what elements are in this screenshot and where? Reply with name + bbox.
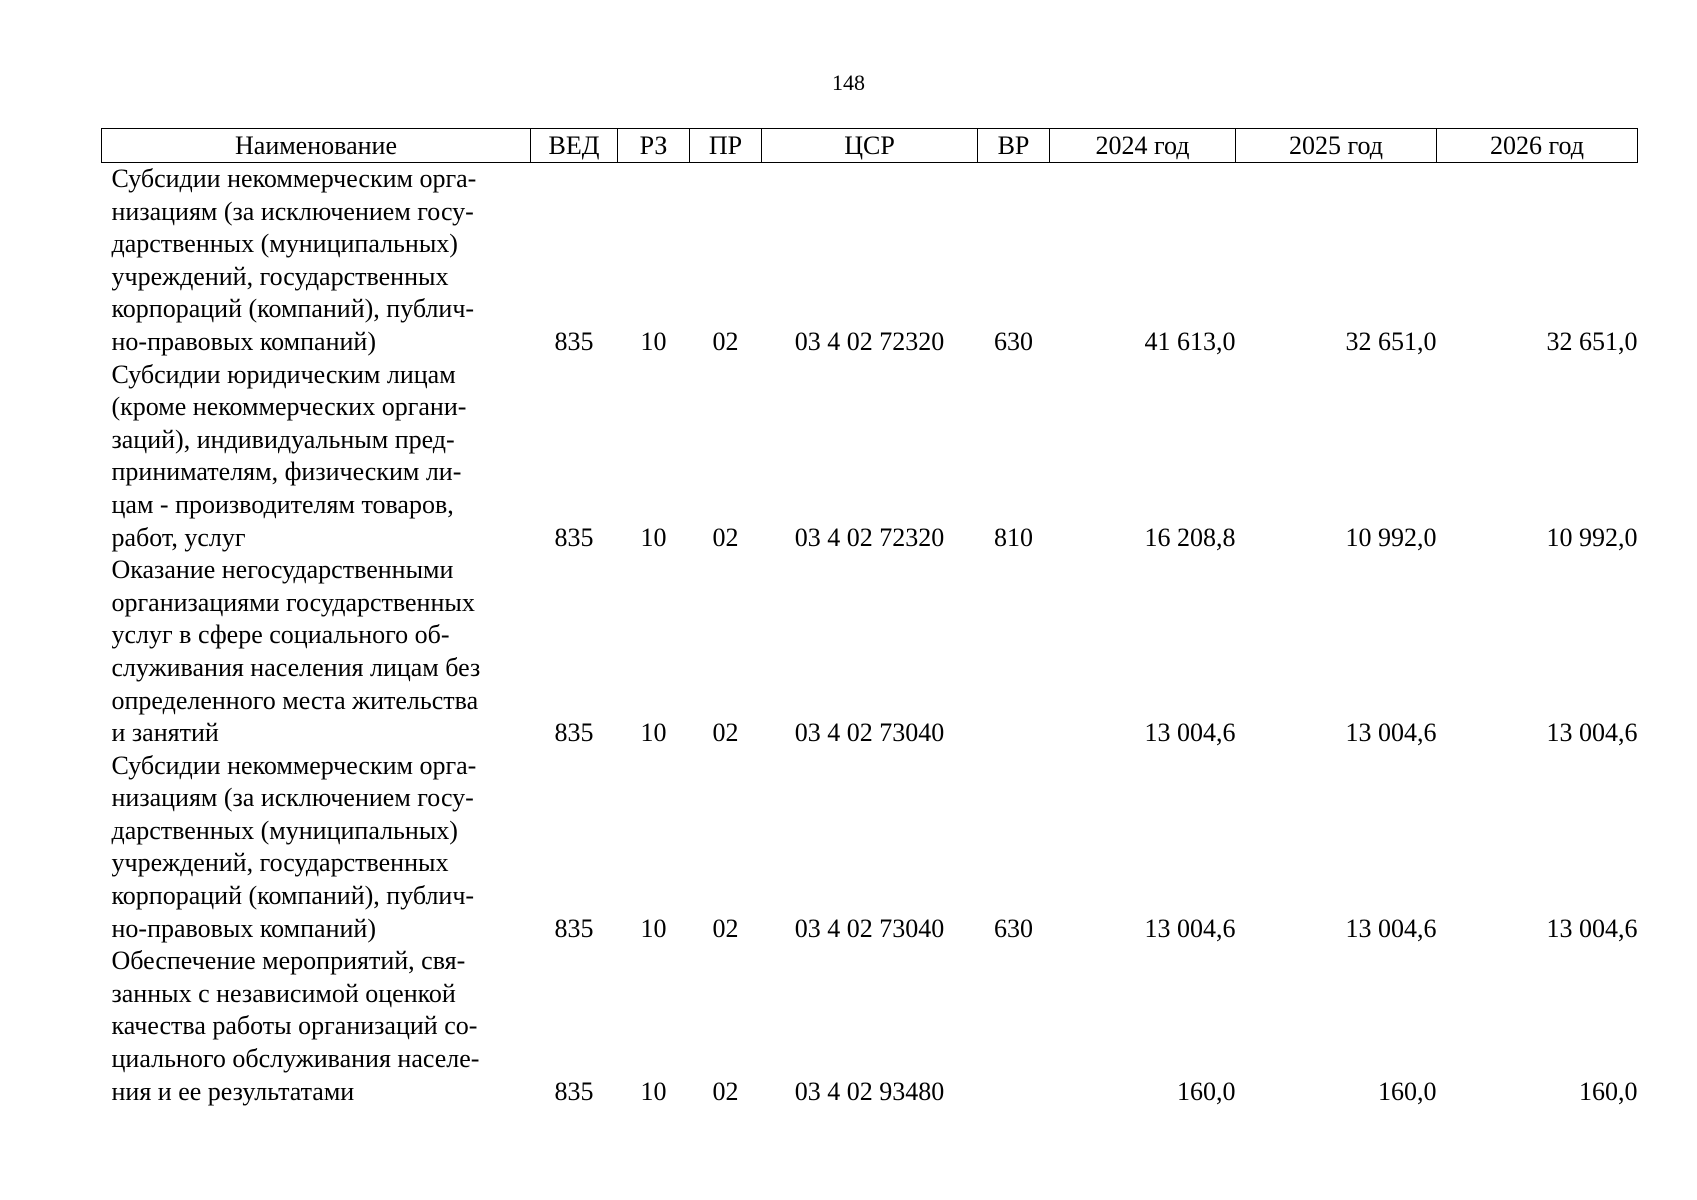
header-2024: 2024 год [1050,129,1236,163]
row-rz-cell: 10 [640,522,667,552]
row-name-line: учреждений, государственных [111,848,449,878]
row-rz-cell: 10 [640,913,667,943]
row-pr-cell: 02 [712,913,739,943]
row-name-line: но-правовых компаний) [111,326,376,356]
row-2026-cell: 13 004,6 [1546,718,1638,748]
row-name-line: Субсидии некоммерческим орга- [111,164,477,193]
row-name-line: низациям (за исключением госу- [111,196,474,226]
row-name-cell [102,945,531,1108]
row-csr-cell: 03 4 02 73040 [794,913,945,943]
row-pr-cell: 02 [712,522,739,552]
row-rz-cell: 10 [640,718,667,748]
row-name-cell [102,359,531,555]
row-name-line: Субсидии некоммерческим орга- [111,750,477,780]
row-csr-cell: 03 4 02 72320 [794,522,945,552]
row-name-line: принимателям, физическим ли- [111,457,462,487]
row-name-line: организациями государственных [111,587,475,617]
row-2025-cell: 160,0 [1378,1076,1437,1106]
table-row [102,750,1638,946]
row-2026-cell: 13 004,6 [1546,913,1638,943]
row-vr-cell: 810 [994,522,1033,552]
header-ved: ВЕД [531,129,618,163]
row-name-line: учреждений, государственных [111,261,449,291]
row-name-cell [102,554,531,750]
row-csr-cell: 03 4 02 93480 [794,1076,945,1106]
row-rz-cell: 10 [640,326,667,356]
row-name-line: услуг в сфере социального об- [111,620,450,650]
row-name-line: Субсидии юридическим лицам [111,359,456,389]
row-ved-cell: 835 [554,1076,594,1106]
row-csr-cell: 03 4 02 73040 [794,718,945,748]
header-2025: 2025 год [1236,129,1437,163]
row-vr-cell [978,945,1050,1108]
row-2025-cell: 13 004,6 [1345,913,1437,943]
row-name-line: но-правовых компаний) [111,913,376,943]
table-row [102,554,1638,750]
row-2024-cell: 160,0 [1177,1076,1236,1106]
header-name: Наименование [102,129,531,163]
row-name-line: качества работы организаций со- [111,1011,478,1041]
row-2024-cell: 16 208,8 [1144,522,1236,552]
header-csr: ЦСР [762,129,978,163]
row-2026-cell: 160,0 [1579,1076,1638,1106]
row-2026-cell: 32 651,0 [1546,326,1638,356]
row-name-line: Обеспечение мероприятий, свя- [111,946,466,976]
row-pr-cell: 02 [712,1076,739,1106]
row-name-line: (кроме некоммерческих органи- [111,392,467,422]
row-name-line: служивания населения лицам без [111,652,481,682]
table-row [102,163,1638,359]
row-csr-cell: 03 4 02 72320 [794,326,945,356]
row-name-line: заций), индивидуальным пред- [111,424,455,454]
row-ved-cell: 835 [554,718,594,748]
table-body [102,163,1638,1109]
row-name-line: дарственных (муниципальных) [111,229,458,259]
row-vr-cell: 630 [994,913,1033,943]
row-name-cell [102,163,531,359]
row-rz-cell: 10 [640,1076,667,1106]
row-name-line: корпораций (компаний), публич- [111,294,475,324]
row-name-line: дарственных (муниципальных) [111,815,458,845]
page-number: 148 [832,70,865,95]
row-2024-cell: 13 004,6 [1144,718,1236,748]
row-name-line: занных с независимой оценкой [111,978,456,1008]
row-2025-cell: 13 004,6 [1345,718,1437,748]
row-name-line: низациям (за исключением госу- [111,783,474,813]
row-name-line: циального обслуживания населе- [111,1044,480,1074]
header-2026: 2026 год [1437,129,1638,163]
row-name-line: и занятий [111,718,219,748]
row-name-line: определенного места жительства [111,685,479,715]
row-name-line: Оказание негосударственными [111,555,454,585]
table-header [102,129,1638,163]
budget-table [101,128,1638,1108]
header-pr: ПР [690,129,762,163]
row-name-line: ния и ее результатами [111,1076,355,1106]
table-row [102,945,1638,1108]
table-row [102,359,1638,555]
row-vr-cell [978,554,1050,750]
row-pr-cell: 02 [712,718,739,748]
row-vr-cell: 630 [994,326,1033,356]
header-vr: ВР [978,129,1050,163]
row-ved-cell: 835 [554,326,594,356]
row-ved-cell: 835 [554,522,594,552]
row-2025-cell: 10 992,0 [1345,522,1437,552]
header-rz: РЗ [618,129,690,163]
row-name-line: корпораций (компаний), публич- [111,881,475,911]
row-pr-cell: 02 [712,326,739,356]
row-2026-cell: 10 992,0 [1546,522,1638,552]
row-name-line: цам - производителям товаров, [111,489,454,519]
row-name-line: работ, услуг [111,522,246,552]
row-2024-cell: 13 004,6 [1144,913,1236,943]
row-2024-cell: 41 613,0 [1144,326,1236,356]
row-name-cell [102,750,531,946]
row-ved-cell: 835 [554,913,594,943]
row-2025-cell: 32 651,0 [1345,326,1437,356]
